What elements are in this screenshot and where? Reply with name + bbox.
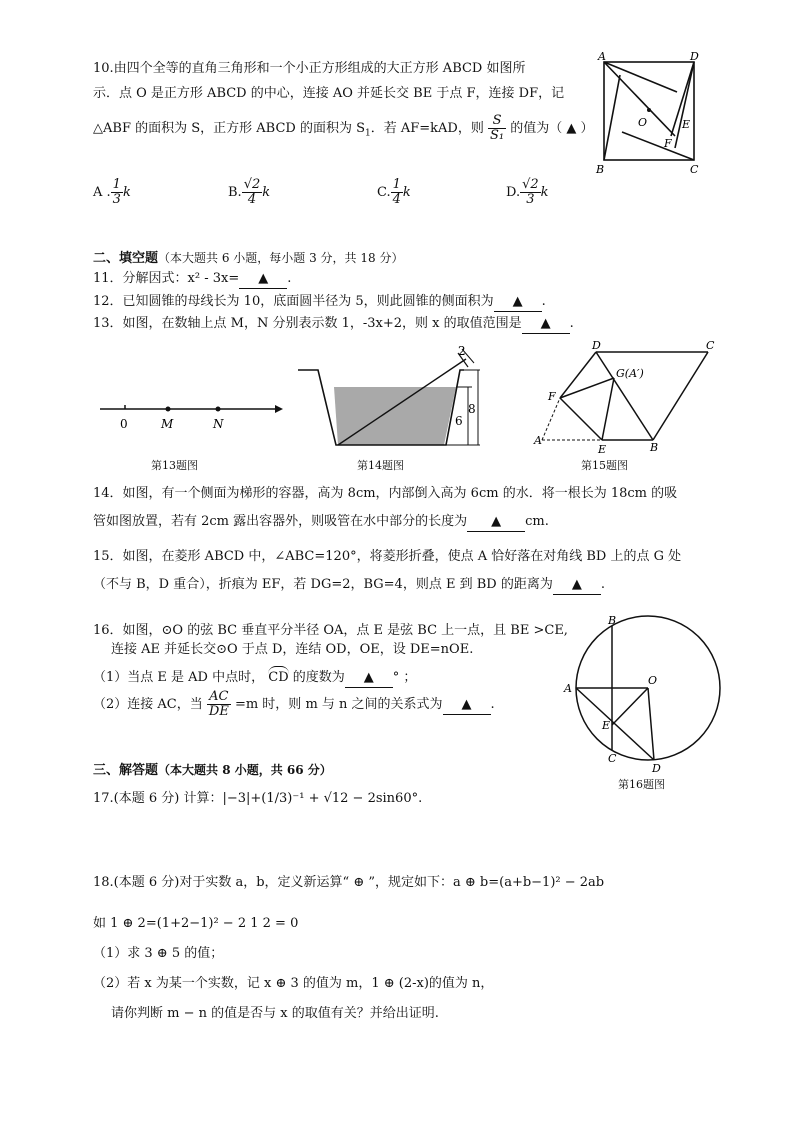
fig16-label-d: D xyxy=(652,762,661,775)
fig16-circle xyxy=(562,612,712,777)
section3-heading: 三、解答题（本大题共 8 小题，共 66 分） xyxy=(93,763,332,778)
q18-line2: 如 1 ⊕ 2=(1+2−1)² − 2 1 2 = 0 xyxy=(93,916,299,931)
fig13-label-m: M xyxy=(161,417,174,431)
q18-line4: （2）若 x 为某一个实数，记 x ⊕ 3 的值为 m，1 ⊕ (2-x)的值为 n， xyxy=(93,976,494,991)
q16-arc-cd: CD xyxy=(268,666,288,687)
q17: 17.(本题 6 分) 计算：|−3|+(1/3)⁻¹ + √12 − 2sin60°. xyxy=(93,791,423,806)
q14-line1: 14．如图，有一个侧面为梯形的容器，高为 8cm，内部倒入高为 6cm 的水．将一根长为 18cm 的吸 xyxy=(93,486,678,501)
q10-label-o: O xyxy=(638,116,648,129)
q15-line1: 15．如图，在菱形 ABCD 中，∠ABC=120°，将菱形折叠，使点 A 恰好落在对角线 BD 上的点 G 处 xyxy=(93,549,682,564)
fig15-label-f: F xyxy=(548,390,556,403)
q12: 12．已知圆锥的母线长为 10，底面圆半径为 5，则此圆锥的侧面积为 ▲ . xyxy=(93,293,546,312)
fig16-label-e: E xyxy=(602,719,611,732)
fig15-label-e: E xyxy=(598,443,607,456)
fig14-caption: 第14题图 xyxy=(357,459,404,472)
q15-line2: （不与 B，D 重合），折痕为 EF，若 DG=2，BG=4，则点 E 到 BD 的距离为 ▲ . xyxy=(93,576,605,595)
fig16-label-o: O xyxy=(648,674,658,687)
fig14-container xyxy=(298,345,498,455)
q10-line3b: ．若 AF=kAD，则 xyxy=(370,121,484,136)
q10-label-a: A xyxy=(598,50,606,63)
fig14-water xyxy=(334,387,456,445)
q10-option-d: D. $\frac{√2}{3}$ k xyxy=(506,177,549,207)
section2-heading: 二、填空题（本大题共 6 小题，每小题 3 分，共 18 分） xyxy=(93,251,404,266)
fig13-point-m xyxy=(166,407,171,412)
q10-figure xyxy=(592,50,712,180)
q10-line3c: 的值为（ ▲ ） xyxy=(510,121,594,136)
q10-center-dot xyxy=(647,108,651,112)
q10-label-e: E xyxy=(682,118,691,131)
fig15-label-a: A xyxy=(534,434,542,447)
fig16-caption: 第16题图 xyxy=(618,778,665,791)
q10-fraction: $\frac{S}{\text{S₁}}$ xyxy=(490,113,505,143)
q10-option-a: A . $\frac{1}{3}$ k xyxy=(93,177,131,207)
fig15-label-c: C xyxy=(706,339,715,352)
q16-line3: （1）当点 E 是 AD 中点时， CD 的度数为 ▲ ° ； xyxy=(93,666,416,688)
q18-line3: （1）求 3 ⊕ 5 的值； xyxy=(93,946,224,961)
q16-line1: 16．如图，⊙O 的弦 BC 垂直平分半径 OA，点 E 是弦 BC 上一点，且 BE >CE, xyxy=(93,623,568,638)
q11: 11．分解因式：x² - 3x= ▲ . xyxy=(93,270,291,289)
fig13-caption: 第13题图 xyxy=(151,459,198,472)
fig15-caption: 第15题图 xyxy=(581,459,628,472)
q10-label-b: B xyxy=(596,163,605,176)
q10-line2: 示．点 O 是正方形 ABCD 的中心，连接 AO 并延长交 BE 于点 F，连接 DF，记 xyxy=(93,86,565,101)
fig14-label-top: 2 xyxy=(458,344,466,358)
fig13-label-zero: 0 xyxy=(120,417,128,431)
q16-line2: 连接 AE 并延长交⊙O 于点 D，连结 OD，OE，设 DE=nOE. xyxy=(111,642,474,657)
q10-line3: △ABF 的面积为 S，正方形 ABCD 的面积为 $S_1$．若 AF=kAD，则 $\frac{S}{\text{S₁}}$ 的值为（ ▲ ） xyxy=(93,113,594,143)
fig16-label-c: C xyxy=(608,752,617,765)
fig13-number-line xyxy=(100,396,290,446)
fig14-label-h2: 6 xyxy=(455,414,463,428)
fig15-label-g: G(A′) xyxy=(616,367,644,380)
fig15-label-d: D xyxy=(592,339,601,352)
fig15-rhombus xyxy=(530,340,730,455)
fig15-label-b: B xyxy=(650,441,659,454)
fig16-label-a: A xyxy=(564,682,572,695)
q10-line1: 10.由四个全等的直角三角形和一个小正方形组成的大正方形 ABCD 如图所 xyxy=(93,61,526,76)
q10-line3a: △ABF 的面积为 S，正方形 ABCD 的面积为 S xyxy=(93,121,365,136)
q10-label-c: C xyxy=(690,163,699,176)
q18-line1: 18.(本题 6 分)对于实数 a，b，定义新运算“ ⊕ ”，规定如下：a ⊕ b=(a+b−1)² − 2ab xyxy=(93,875,605,890)
fig13-point-n xyxy=(216,407,221,412)
q10-option-c: C. $\frac{1}{4}$ k xyxy=(377,177,411,207)
q14-line2: 管如图放置，若有 2cm 露出容器外，则吸管在水中部分的长度为 ▲ cm. xyxy=(93,513,549,532)
fig14-label-h1: 8 xyxy=(468,402,476,416)
q10-label-d: D xyxy=(690,50,699,63)
q18-line5: 请你判断 m − n 的值是否与 x 的取值有关？并给出证明. xyxy=(111,1006,439,1021)
q13: 13．如图，在数轴上点 M，N 分别表示数 1，-3x+2，则 x 的取值范围是 ▲ . xyxy=(93,315,574,334)
q10-option-b: B. $\frac{√2}{4}$ k xyxy=(228,177,271,207)
fig16-label-b: B xyxy=(608,614,617,627)
fig13-label-n: N xyxy=(213,417,224,431)
q16-line4: （2）连接 AC，当 $\frac{AC}{DE}$ =m 时，则 m 与 n 之间的关系式为 ▲ . xyxy=(93,689,495,719)
q10-label-f: F xyxy=(664,137,672,150)
